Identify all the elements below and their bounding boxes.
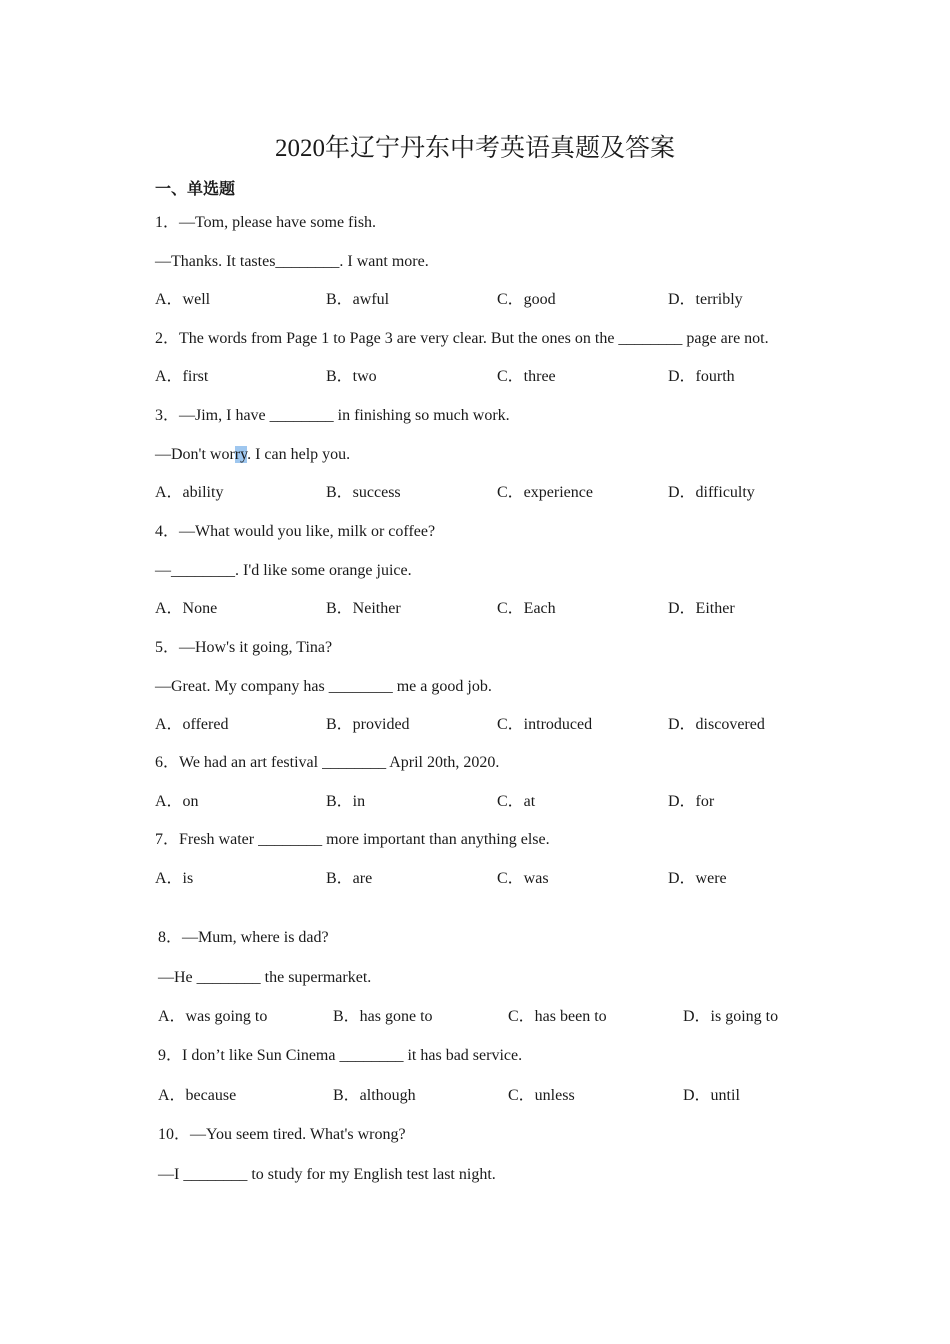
question-3-option-a: A．ability xyxy=(155,484,224,501)
question-6-line-1: 6．We had an art festival ________ April 20th, 2020. xyxy=(155,754,500,771)
question-7-line-1: 7．Fresh water ________ more important than anything else. xyxy=(155,831,550,848)
question-4-line-2: —________. I'd like some orange juice. xyxy=(155,562,412,579)
question-3-line-2 xyxy=(155,447,350,463)
question-9-option-c: C．unless xyxy=(508,1087,575,1104)
question-7-option-a: A．is xyxy=(155,870,194,887)
question-7-option-c: C．was xyxy=(497,870,549,887)
question-7-option-d: D．were xyxy=(668,870,727,887)
question-5-line-1: 5．—How's it going, Tina? xyxy=(155,639,333,656)
question-1-option-a: A．well xyxy=(155,291,211,308)
question-4-option-b: B．Neither xyxy=(326,600,401,617)
question-7-option-b: B．are xyxy=(326,870,373,887)
question-1-line-2: —Thanks. It tastes________. I want more. xyxy=(155,253,429,270)
question-3-option-b: B．success xyxy=(326,484,401,501)
question-9-line-1: 9．I don’t like Sun Cinema ________ it has bad service. xyxy=(158,1047,523,1064)
question-6-option-b: B．in xyxy=(326,793,366,810)
text-before-cursor: —Don't wor xyxy=(155,446,235,463)
question-5-option-a: A．offered xyxy=(155,716,229,733)
question-8-option-d: D．is going to xyxy=(683,1008,779,1025)
question-2-line-1: 2．The words from Page 1 to Page 3 are very clear. But the ones on the ________ page are not. xyxy=(155,330,769,347)
question-5-option-c: C．introduced xyxy=(497,716,593,733)
question-9-option-b: B．although xyxy=(333,1087,416,1104)
question-6-option-c: C．at xyxy=(497,793,536,810)
question-8-line-2: —He ________ the supermarket. xyxy=(158,969,372,986)
question-6-option-a: A．on xyxy=(155,793,199,810)
question-8-option-b: B．has gone to xyxy=(333,1008,433,1025)
question-1-option-b: B．awful xyxy=(326,291,390,308)
page-title: 2020年辽宁丹东中考英语真题及答案 xyxy=(274,135,675,162)
question-5-line-2: —Great. My company has ________ me a good job. xyxy=(155,678,492,695)
question-2-option-b: B．two xyxy=(326,368,377,385)
question-10-line-2: —I ________ to study for my English test last night. xyxy=(158,1166,496,1183)
question-6-option-d: D．for xyxy=(668,793,715,810)
question-8-option-c: C．has been to xyxy=(508,1008,607,1025)
question-8-line-1: 8．—Mum, where is dad? xyxy=(158,929,329,946)
question-1-option-c: C．good xyxy=(497,291,556,308)
question-9-option-d: D．until xyxy=(683,1087,740,1104)
question-9-option-a: A．because xyxy=(158,1087,237,1104)
question-4-option-d: D．Either xyxy=(668,600,735,617)
question-2-option-a: A．first xyxy=(155,368,209,385)
text-after-cursor: . I can help you. xyxy=(247,446,351,463)
text-selection-highlight[interactable]: ry xyxy=(234,446,248,463)
question-3-option-c: C．experience xyxy=(497,484,593,501)
question-4-option-a: A．None xyxy=(155,600,218,617)
question-3-line-1: 3．—Jim, I have ________ in finishing so much work. xyxy=(155,407,510,424)
question-4-line-1: 4．—What would you like, milk or coffee? xyxy=(155,523,436,540)
question-1-option-d: D．terribly xyxy=(668,291,743,308)
question-3-option-d: D．difficulty xyxy=(668,484,755,501)
question-5-option-b: B．provided xyxy=(326,716,410,733)
question-2-option-d: D．fourth xyxy=(668,368,735,385)
question-10-line-1: 10．—You seem tired. What's wrong? xyxy=(158,1126,406,1143)
question-2-option-c: C．three xyxy=(497,368,556,385)
section-heading: 一、单选题 xyxy=(155,181,236,198)
question-1-line-1: 1．—Tom, please have some fish. xyxy=(155,214,377,231)
question-4-option-c: C．Each xyxy=(497,600,556,617)
question-5-option-d: D．discovered xyxy=(668,716,765,733)
question-8-option-a: A．was going to xyxy=(158,1008,268,1025)
